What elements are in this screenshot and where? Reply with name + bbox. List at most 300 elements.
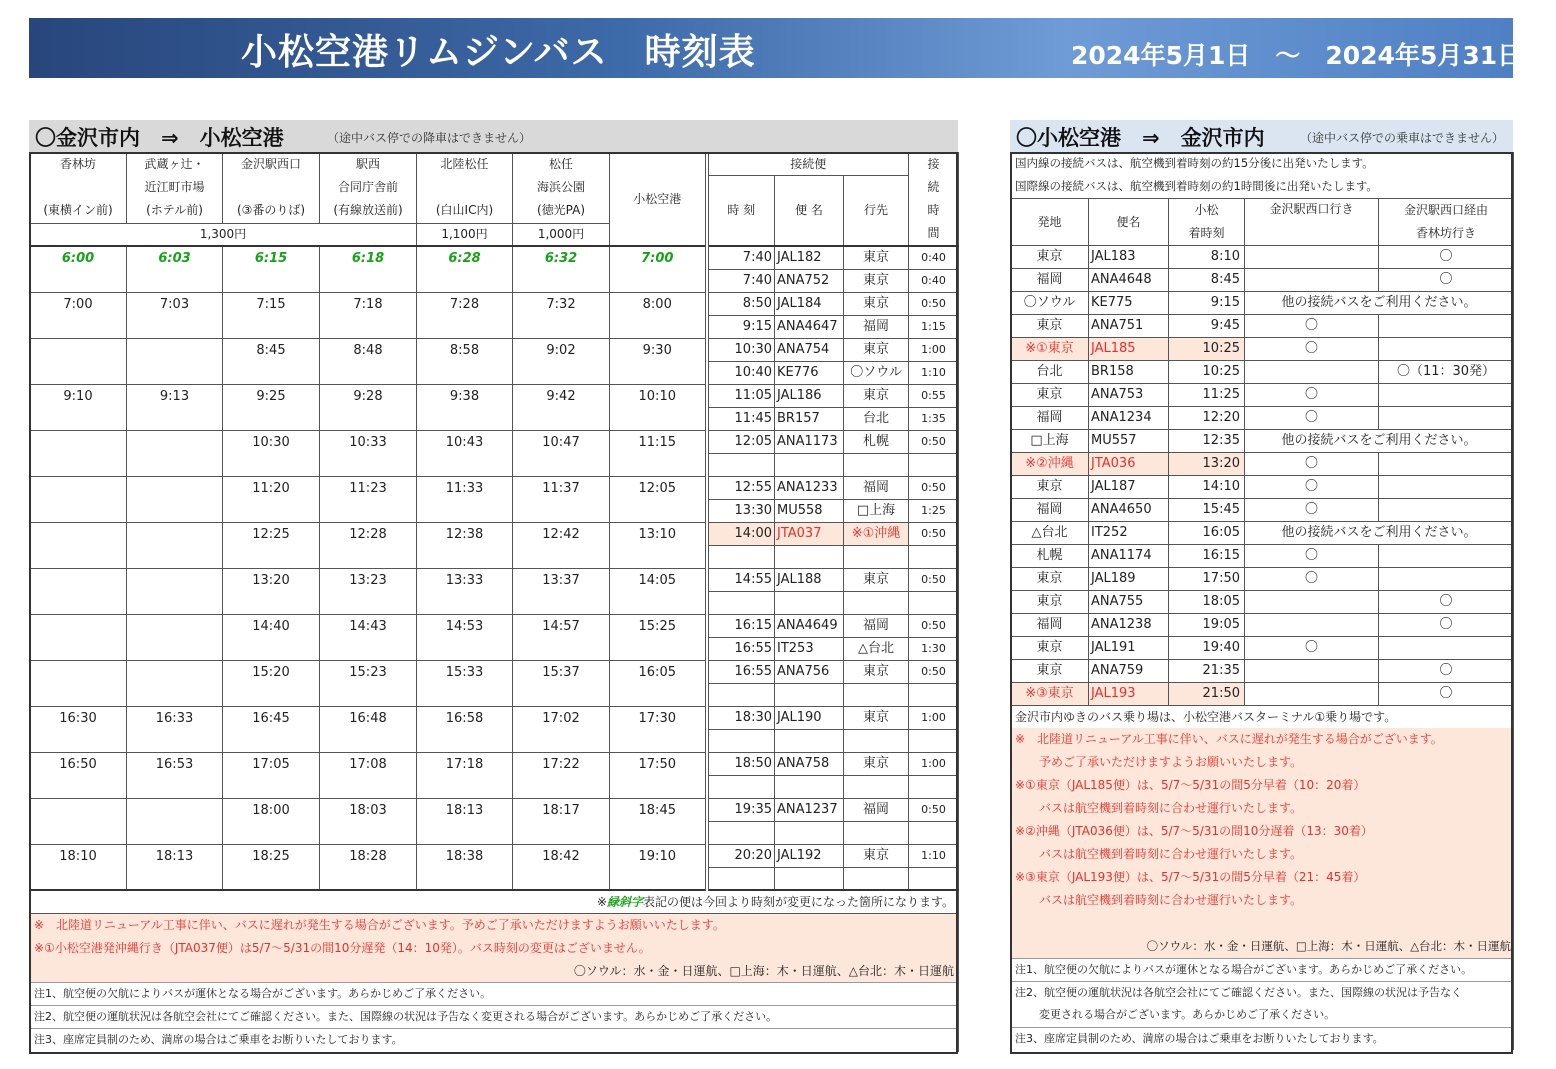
flight-time <box>707 729 775 752</box>
arrival-time <box>1169 406 1245 429</box>
kanazawa-west-mark-text: 〇 <box>1304 340 1318 356</box>
intl-info <box>1011 175 1514 198</box>
flight-number <box>1089 659 1169 682</box>
departure-row <box>30 798 959 821</box>
bus-time <box>417 292 513 338</box>
delay-note <box>1011 866 1514 889</box>
wait-time <box>909 798 959 821</box>
korinbo-mark-text: 〇 <box>1439 685 1453 701</box>
flight-number <box>775 361 844 384</box>
arrival-time-text: 16:15 <box>1202 547 1240 563</box>
flight-number <box>1089 291 1169 314</box>
bus-time <box>610 568 707 614</box>
destination <box>844 430 909 453</box>
wait-time <box>909 338 959 361</box>
wait-time <box>909 453 959 476</box>
kanazawa-west-mark-text: 〇 <box>1304 639 1318 655</box>
origin <box>1011 314 1089 337</box>
flight-number <box>1089 268 1169 291</box>
wait-time <box>909 568 959 591</box>
departure-row <box>30 522 959 545</box>
bus-time <box>610 706 707 752</box>
bus-time-text: 7:15 <box>256 296 286 312</box>
korinbo-mark-text: 〇 <box>1439 593 1453 609</box>
bus-time-text: 11:23 <box>349 480 387 496</box>
kanazawa-west-mark <box>1245 567 1379 590</box>
bus-time <box>127 798 223 844</box>
departure-row <box>30 568 959 591</box>
flight-time-text: 11:45 <box>734 410 772 426</box>
bus-time-text: 17:05 <box>252 756 290 772</box>
bus-time-text: 7:32 <box>546 296 576 312</box>
bus-time <box>30 844 127 890</box>
flight-time-text: 19:35 <box>734 801 772 817</box>
bus-time <box>30 752 127 798</box>
bus-time-text: 13:10 <box>638 526 676 542</box>
stop-name: 香林坊 <box>59 157 96 171</box>
arrival-time-text: 12:20 <box>1202 409 1240 425</box>
destination-text: 東京 <box>863 709 890 725</box>
bus-time <box>513 614 610 660</box>
wait-header <box>909 153 959 247</box>
bus-time <box>320 614 417 660</box>
flight-time <box>707 453 775 476</box>
bus-time <box>30 568 127 614</box>
kanazawa-west-mark <box>1245 544 1379 567</box>
korinbo-mark <box>1379 245 1514 268</box>
arrival-row <box>1011 590 1514 613</box>
destination <box>844 798 909 821</box>
flight-time <box>707 775 775 798</box>
flight-number-text: JAL192 <box>777 847 822 863</box>
flight-number-text: ANA751 <box>1091 317 1144 333</box>
fare-1300 <box>30 223 417 246</box>
bus-time-text: 12:25 <box>252 526 290 542</box>
bus-time-text: 13:20 <box>252 572 290 588</box>
flight-time-text: 10:30 <box>734 341 772 357</box>
destination-text: 札幌 <box>863 433 890 449</box>
flight-number <box>775 499 844 522</box>
korinbo-mark <box>1379 268 1514 291</box>
footnote <box>30 1006 959 1029</box>
flight-number-text: JAL189 <box>1091 570 1136 586</box>
delay-note-text: バスは航空機到着時刻に合わせ運行いたします。 <box>1039 893 1303 907</box>
origin-text: ※②沖縄 <box>1025 455 1074 471</box>
arrival-time-text: 19:40 <box>1202 639 1240 655</box>
kanazawa-west-mark <box>1245 383 1379 406</box>
flight-number-text: JAL187 <box>1091 478 1136 494</box>
bus-time <box>417 568 513 614</box>
origin <box>1011 268 1089 291</box>
destination <box>844 315 909 338</box>
wait-time <box>909 729 959 752</box>
wait-time-text: 0:50 <box>921 296 946 310</box>
bus-time <box>513 568 610 614</box>
flight-time <box>707 867 775 890</box>
bus-time-text: 10:33 <box>349 434 387 450</box>
wait-time <box>909 246 959 269</box>
destination <box>844 775 909 798</box>
bus-time-text: 18:03 <box>349 802 387 818</box>
departure-row <box>30 384 959 407</box>
bus-time <box>223 660 320 706</box>
flight-number <box>1089 613 1169 636</box>
flight-number <box>775 729 844 752</box>
arrival-time <box>1169 544 1245 567</box>
bus-time <box>513 522 610 568</box>
right-section-title: 〇小松空港 ⇒ 金沢市内 <box>1016 126 1265 150</box>
flight-number <box>775 269 844 292</box>
bus-time <box>30 660 127 706</box>
footnote <box>30 983 959 1006</box>
destination <box>844 637 909 660</box>
bus-time <box>127 384 223 430</box>
arrival-row <box>1011 613 1514 636</box>
stop-sub: (③番のりば) <box>236 203 306 217</box>
bus-time <box>610 752 707 798</box>
footnote <box>30 1029 959 1052</box>
korinbo-mark <box>1379 567 1514 590</box>
delay-note-text: バスは航空機到着時刻に合わせ運行いたします。 <box>1039 847 1303 861</box>
destination-text: 東京 <box>863 571 890 587</box>
arrival-time-text: 19:05 <box>1202 616 1240 632</box>
arrival-row <box>1011 360 1514 383</box>
arrival-row <box>1011 475 1514 498</box>
departure-row <box>30 660 959 683</box>
bus-time <box>127 706 223 752</box>
flight-number <box>775 821 844 844</box>
bus-time <box>320 752 417 798</box>
road-work-note <box>30 914 959 937</box>
korinbo-mark <box>1379 636 1514 659</box>
stop-name2: 合同庁舎前 <box>337 180 398 194</box>
wait-header-char: 間 <box>927 226 940 240</box>
wait-time-text: 0:50 <box>921 618 946 632</box>
bus-time-text: 8:00 <box>642 296 672 312</box>
arrival-time <box>1169 521 1245 544</box>
wait-time <box>909 384 959 407</box>
destination-text: 福岡 <box>863 479 890 495</box>
bus-time <box>417 660 513 706</box>
jta037-note <box>30 937 959 960</box>
arrival-row <box>1011 406 1514 429</box>
korinbo-mark <box>1379 659 1514 682</box>
wait-time <box>909 361 959 384</box>
stop-name2: 海浜公園 <box>536 180 585 194</box>
origin-text: 福岡 <box>1036 501 1063 517</box>
bus-time-text: 6:15 <box>254 251 288 266</box>
time-header <box>707 176 775 247</box>
wait-time <box>909 522 959 545</box>
right-section-header <box>1010 120 1513 152</box>
korinbo-mark-text: 〇 <box>1439 271 1453 287</box>
wait-time-text: 0:40 <box>921 251 946 264</box>
bus-time <box>223 246 320 292</box>
kanazawa-west-mark <box>1245 314 1379 337</box>
wait-time <box>909 867 959 890</box>
bus-time-text: 7:18 <box>353 296 383 312</box>
delay-note-text: 予めご了承いただけますようお願いいたします。 <box>1039 755 1303 769</box>
bus-time-text: 18:28 <box>349 848 387 864</box>
kanazawa-west-header <box>1245 198 1379 245</box>
flight-time <box>707 752 775 775</box>
korinbo-mark <box>1379 544 1514 567</box>
flight-time <box>707 798 775 821</box>
bus-time <box>127 338 223 384</box>
arrival-time-text: 10:25 <box>1202 363 1240 379</box>
footnote <box>1011 1004 1514 1027</box>
arrival-time <box>1169 360 1245 383</box>
arrival-time-text: 14:10 <box>1202 478 1240 494</box>
flight-number-text: JAL190 <box>777 709 822 725</box>
flight-number <box>775 844 844 867</box>
kanazawa-west-mark-text: 〇 <box>1304 455 1318 471</box>
footnote-text: 注3、座席定員制のため、満席の場合はご乗車をお断りいたしております。 <box>34 1033 403 1046</box>
bus-time <box>417 844 513 890</box>
bus-time-text: 15:37 <box>542 664 580 680</box>
flight-time-text: 7:40 <box>742 250 772 265</box>
footnote-text: 注1、航空便の欠航によりバスが運休となる場合がございます。あらかじめご了承ください。 <box>1015 962 1473 976</box>
bus-time-text: 18:45 <box>638 802 676 818</box>
origin-text: ※①東京 <box>1025 340 1074 356</box>
bus-time <box>223 384 320 430</box>
footnote <box>1011 981 1514 1004</box>
arrival-row <box>1011 682 1514 705</box>
destination-text: 福岡 <box>863 801 890 817</box>
bus-time <box>513 660 610 706</box>
bus-time <box>610 292 707 338</box>
flight-number <box>775 798 844 821</box>
korinbo-mark <box>1379 360 1514 383</box>
origin <box>1011 475 1089 498</box>
flight-number-text: ANA758 <box>777 755 830 771</box>
bus-time <box>320 522 417 568</box>
origin-text: 東京 <box>1036 317 1063 333</box>
bus-time-text: 9:30 <box>642 342 672 358</box>
boarding-note-text: 金沢市内ゆきのバス乗り場は、小松空港バスターミナル①乗り場です。 <box>1015 709 1397 724</box>
arrival-time-text: 8:10 <box>1210 248 1240 264</box>
destination <box>844 361 909 384</box>
header-banner <box>29 18 1523 78</box>
kanazawa-west-mark <box>1245 337 1379 360</box>
delay-note <box>1011 889 1514 912</box>
wait-time <box>909 430 959 453</box>
flight-number-text: JAL185 <box>1091 340 1136 356</box>
arrival-row <box>1011 659 1514 682</box>
flight-time <box>707 407 775 430</box>
arrival-row <box>1011 291 1514 314</box>
bus-time-text: 9:42 <box>546 388 576 404</box>
flight-time <box>707 660 775 683</box>
arrival-row <box>1011 521 1514 544</box>
blank-note <box>1011 912 1514 935</box>
wait-time <box>909 476 959 499</box>
bus-time <box>513 752 610 798</box>
bus-time-text: 7:00 <box>641 251 674 266</box>
arrival-time <box>1169 590 1245 613</box>
legend-post: 表記の便は今回より時刻が変更になった箇所になります。 <box>642 895 955 909</box>
kanazawa-west-mark <box>1245 636 1379 659</box>
bus-time <box>610 614 707 660</box>
flight-number <box>775 246 844 269</box>
wait-time-text: 0:50 <box>921 526 946 540</box>
bus-time-text: 18:25 <box>252 848 290 864</box>
origin-text: 東京 <box>1036 639 1063 655</box>
bus-time <box>320 568 417 614</box>
bus-time-text: 7:03 <box>159 296 190 312</box>
korinbo-mark <box>1379 314 1514 337</box>
destination-text: 東京 <box>863 250 890 265</box>
footnote-text: 注1、航空便の欠航によりバスが運休となる場合がございます。あらかじめご了承ください。 <box>34 987 492 1000</box>
arrival-time <box>1169 268 1245 291</box>
wait-time <box>909 706 959 729</box>
arrival-time <box>1169 291 1245 314</box>
bus-time <box>513 292 610 338</box>
wait-time-text: 1:00 <box>921 710 946 724</box>
kanazawa-west-mark <box>1245 268 1379 291</box>
korinbo-mark <box>1379 682 1514 705</box>
origin <box>1011 567 1089 590</box>
flight-number <box>775 660 844 683</box>
flight-time <box>707 637 775 660</box>
legend-green: 緑斜字 <box>606 895 643 909</box>
wait-time-text: 1:35 <box>921 411 946 425</box>
destination <box>844 476 909 499</box>
arrival-time-text: 13:20 <box>1202 455 1240 471</box>
delay-note <box>1011 751 1514 774</box>
flight-number-text: ANA756 <box>777 663 830 679</box>
flight-time <box>707 361 775 384</box>
wait-time-text: 1:10 <box>921 848 946 862</box>
bus-time <box>223 522 320 568</box>
arrival-time <box>1169 314 1245 337</box>
bus-time <box>30 706 127 752</box>
flight-time <box>707 545 775 568</box>
bus-time <box>30 246 127 292</box>
left-section-header <box>29 120 958 152</box>
wait-time <box>909 545 959 568</box>
bus-time <box>610 798 707 844</box>
bus-time <box>320 844 417 890</box>
wait-time <box>909 683 959 706</box>
origin <box>1011 383 1089 406</box>
ops-note-text: 〇ソウル：水・金・日運航、□上海：木・日運航、△台北：木・日運航 <box>573 963 955 978</box>
bus-time-text: 19:10 <box>638 848 676 864</box>
korinbo-mark-text: 〇 <box>1439 616 1453 632</box>
fare-1000-text: 1,000円 <box>537 226 585 241</box>
kanazawa-west-mark <box>1245 245 1379 268</box>
bus-time <box>30 338 127 384</box>
flight-number <box>1089 429 1169 452</box>
stop-sub: (徳光PA) <box>536 203 586 217</box>
destination-text: 東京 <box>863 663 890 679</box>
flight-time-text: 8:50 <box>742 295 772 311</box>
bus-time <box>30 384 127 430</box>
wait-time-text: 0:40 <box>921 273 946 287</box>
wait-time <box>909 591 959 614</box>
valid-period: 2024年5月1日 ～ 2024年5月31日 <box>1071 41 1523 70</box>
korinbo-mark <box>1379 406 1514 429</box>
origin <box>1011 613 1089 636</box>
bus-time <box>223 706 320 752</box>
bus-time <box>610 338 707 384</box>
bus-time <box>320 798 417 844</box>
wait-time-text: 0:55 <box>921 388 946 402</box>
bus-time <box>610 476 707 522</box>
wait-time <box>909 775 959 798</box>
destination <box>844 568 909 591</box>
korinbo-mark-text: 〇 <box>1439 248 1453 264</box>
bus-time <box>127 568 223 614</box>
stop-sub: (東横イン前) <box>43 203 113 217</box>
arrival-time <box>1169 475 1245 498</box>
bus-time <box>513 246 610 292</box>
bus-time <box>513 798 610 844</box>
bus-time-text: 18:17 <box>542 802 580 818</box>
flight-time-text: 16:55 <box>734 640 772 656</box>
flight-number-text: JTA037 <box>777 525 822 541</box>
bus-time <box>30 476 127 522</box>
flight-time <box>707 246 775 269</box>
bus-time <box>610 522 707 568</box>
flight-time <box>707 522 775 545</box>
bus-time <box>320 292 417 338</box>
bus-time-text: 9:38 <box>449 388 480 404</box>
departure-row <box>30 844 959 867</box>
flight-number <box>1089 682 1169 705</box>
flight-number-text: ANA1233 <box>777 479 838 495</box>
delay-note-text: バスは航空機到着時刻に合わせ運行いたします。 <box>1039 801 1303 815</box>
wait-time <box>909 637 959 660</box>
bus-time <box>127 660 223 706</box>
bus-time-text: 15:33 <box>445 664 484 680</box>
flight-header-text: 便 名 <box>795 203 823 217</box>
flight-time-text: 12:05 <box>734 433 772 449</box>
flight-number-text: JTA036 <box>1091 455 1136 471</box>
flight-number <box>775 476 844 499</box>
bus-time <box>513 384 610 430</box>
bus-time-text: 13:33 <box>445 572 484 588</box>
arrival-time-text: 16:05 <box>1202 524 1240 540</box>
fare-1300-text: 1,300円 <box>199 226 247 241</box>
bus-time-text: 14:43 <box>349 618 387 634</box>
flight-number <box>775 683 844 706</box>
destination-text: 東京 <box>863 295 890 311</box>
left-section-note: （途中バス停での降車はできません） <box>327 131 532 145</box>
origin-text: 東京 <box>1036 386 1063 402</box>
destination <box>844 453 909 476</box>
origin-text: 東京 <box>1036 248 1063 264</box>
bus-time-text: 6:32 <box>544 251 578 266</box>
footnote <box>1011 1027 1514 1050</box>
korinbo-mark <box>1379 452 1514 475</box>
footnote-text: 注2、航空便の運航状況は各航空会社にてご確認ください。また、国際線の状況は予告なく変更される場合がございます。あらかじめご了承ください。 <box>34 1010 778 1023</box>
origin-text: □上海 <box>1030 432 1069 448</box>
bus-time <box>513 430 610 476</box>
bus-time <box>30 430 127 476</box>
bus-time-text: 11:15 <box>638 434 676 450</box>
departure-row <box>30 246 959 269</box>
origin <box>1011 360 1089 383</box>
wait-time <box>909 407 959 430</box>
flight-number <box>775 315 844 338</box>
bus-time-text: 16:33 <box>155 710 194 726</box>
flight-time-text: 18:50 <box>734 755 772 771</box>
flight-time-text: 20:20 <box>734 847 772 863</box>
arrival-time <box>1169 383 1245 406</box>
stop-name2: 近江町市場 <box>144 180 205 194</box>
arrival-header-1: 小松 <box>1194 202 1219 217</box>
